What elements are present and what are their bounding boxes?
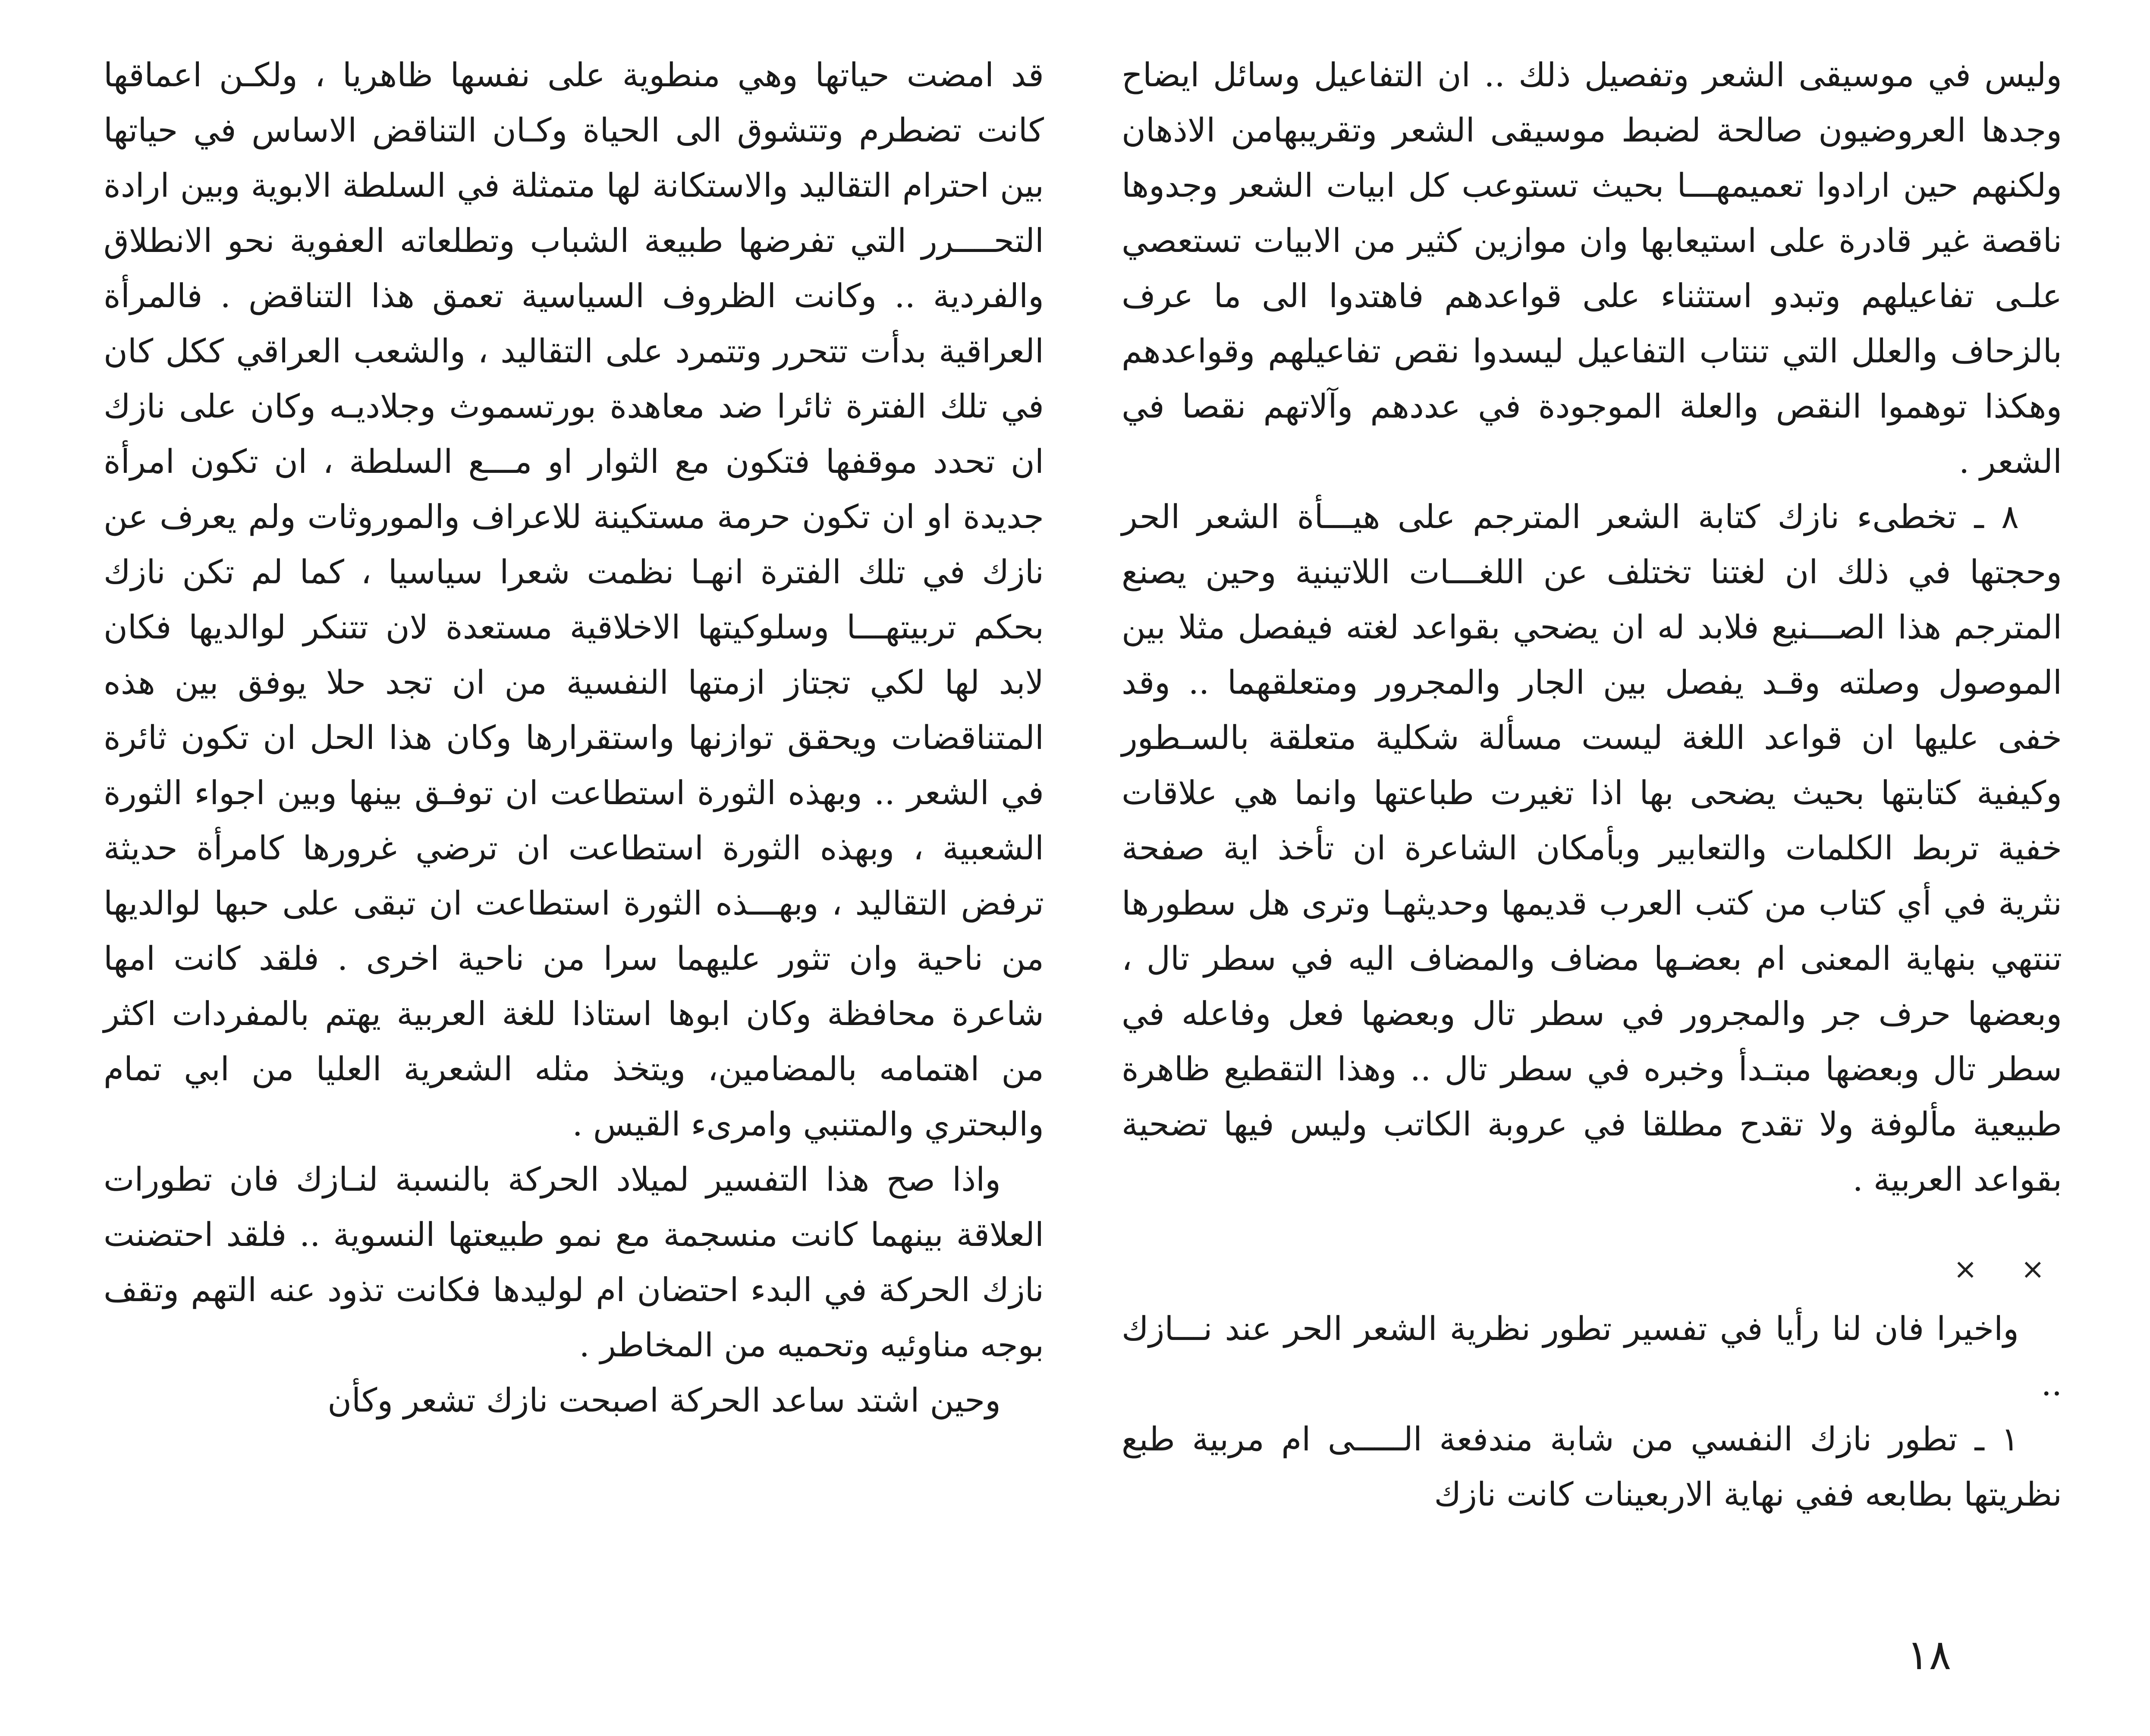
paragraph: واذا صح هذا التفسير لميلاد الحركة بالنسبة لنـازك فان تطورات العلاقة بينهما كانت منسجمة مع نمو طبيعتها النسوية .. فلقد احتضنت نازك الحركة في البدء احتضان ام لوليدها فكانت تذود عنه التهم وتقف بوجه مناوئيه وتحميه من المخاطر .: [104, 1160, 1044, 1364]
paragraph: قد امضت حياتها وهي منطوية على نفسها ظاهريا ، ولكـن اعماقها كانت تضطرم وتتشوق الى الحياة وكـان التناقض الاساس في حياتها بين احترام التقاليد والاستكانة لها متمثلة في السلطة الابوية وبين ارادة التحــــرر التي تفرضها طبيعة الشباب وتطلعاته العفوية نحو الانطلاق والفردية .. وكانت الظروف السياسية تعمق هذا التناقض . فالمرأة العراقية بدأت تتحرر وتتمرد على التقاليد ، والشعب العراقي ككل كان في تلك الفترة ثائرا ضد معاهدة بورتسموث وجلاديـه وكان على نازك ان تحدد موقفها فتكون مع الثوار او مـــع السلطة ، ان تكون امرأة جديدة او ان تكون حرمة مستكينة للاعراف والموروثات ولم يعرف عن نازك في تلك الفترة انهـا نظمت شعرا سياسيا ، كما لم تكن نازك بحكم تربيتهـــا وسلوكيتها الاخلاقية مستعدة لان تتنكر لوالديها فكان لابد لها لكي تجتاز ازمتها النفسية من ان تجد حلا يوفق بين هذه المتناقضات ويحقق توازنها واستقرارها وكان هذا الحل ان تكون ثائرة في الشعر .. وبهذه الثورة استطاعت ان توفـق بينها وبين اجواء الثورة الشعبية ، وبهذه الثورة استطاعت ان ترضي غرورها كامرأة حديثة ترفض التقاليد ، وبهـــذه الثورة استطاعت ان تبقى على حبها لوالديها من ناحية وان تثور عليهما سرا من ناحية اخرى . فلقد كانت امها شاعرة محافظة وكان ابوها استاذا للغة العربية يهتم بالمفردات اكثر من اهتمامه بالمضامين، ويتخذ مثله الشعرية العليا من ابي تمام والبحتري والمتنبي وامرىء القيس .: [104, 56, 1044, 1143]
paragraph: ٨ ـ تخطىء نازك كتابة الشعر المترجم على هيـــأة الشعر الحر وحجتها في ذلك ان لغتنا تختلف عن اللغـــات اللاتينية وحين يصنع المترجم هذا الصـــنيع فلابد له ان يضحي بقواعد لغته فيفصل مثلا بين الموصول وصلته وقـد يفصل بين الجار والمجرور ومتعلقهما .. وقد خفى عليها ان قواعد اللغة ليست مسألة شكلية متعلقة بالسـطور وكيفية كتابتها بحيث يضحى بها اذا تغيرت طباعتها وانما هي علاقات خفية تربط الكلمات والتعابير وبأمكان الشاعرة ان تأخذ اية صفحة نثرية في أي كتاب من كتب العرب قديمها وحديثهـا وترى هل سطورها تنتهي بنهاية المعنى ام بعضـها مضاف والمضاف اليه في سطر تال ، وبعضها حرف جر والمجرور في سطر تال وبعضها فعل وفاعله في سطر تال وبعضها مبتـدأ وخبره في سطر تال .. وهذا التقطيع ظاهرة طبيعية مألوفة ولا تقدح مطلقا في عروبة الكاتب وليس فيها تضحية بقواعد العربية .: [1122, 497, 2062, 1198]
paragraph: وليس في موسيقى الشعر وتفصيل ذلك .. ان التفاعيل وسائل ايضاح وجدها العروضيون صالحة لضبط موسيقى الشعر وتقريبهامن الاذهان ولكنهم حين ارادوا تعميمهـــا بحيث تستوعب كل ابيات الشعر وجدوها ناقصة غير قادرة على استيعابها وان موازين كثير من الابيات تستعصي علـى تفاعيلهم وتبدو استثناء على قواعدهم فاهتدوا الى ما عرف بالزحاف والعلل التي تنتاب التفاعيل ليسدوا نقص تفاعيلهم وقواعدهم وهكذا توهموا النقص والعلة الموجودة في عددهم وآلاتهم نقصا في الشعر .: [1122, 56, 2062, 481]
right-text-column: [1122, 47, 2062, 1522]
paragraph: وحين اشتد ساعد الحركة اصبحت نازك تشعر وكأن: [327, 1381, 1001, 1419]
left-text-column: [104, 47, 1044, 1428]
paragraph: ١ ـ تطور نازك النفسي من شابة مندفعة الـــــى ام مربية طبع نظريتها بطابعه ففي نهاية الاربعينات كانت نازك: [1122, 1420, 2062, 1513]
page-number: ١٨: [1907, 1631, 1952, 1679]
paragraph: واخيرا فان لنا رأيا في تفسير تطور نظرية الشعر الحر عند نـــازك ..: [1122, 1309, 2062, 1403]
section-separator: × ×: [1953, 1252, 2062, 1286]
